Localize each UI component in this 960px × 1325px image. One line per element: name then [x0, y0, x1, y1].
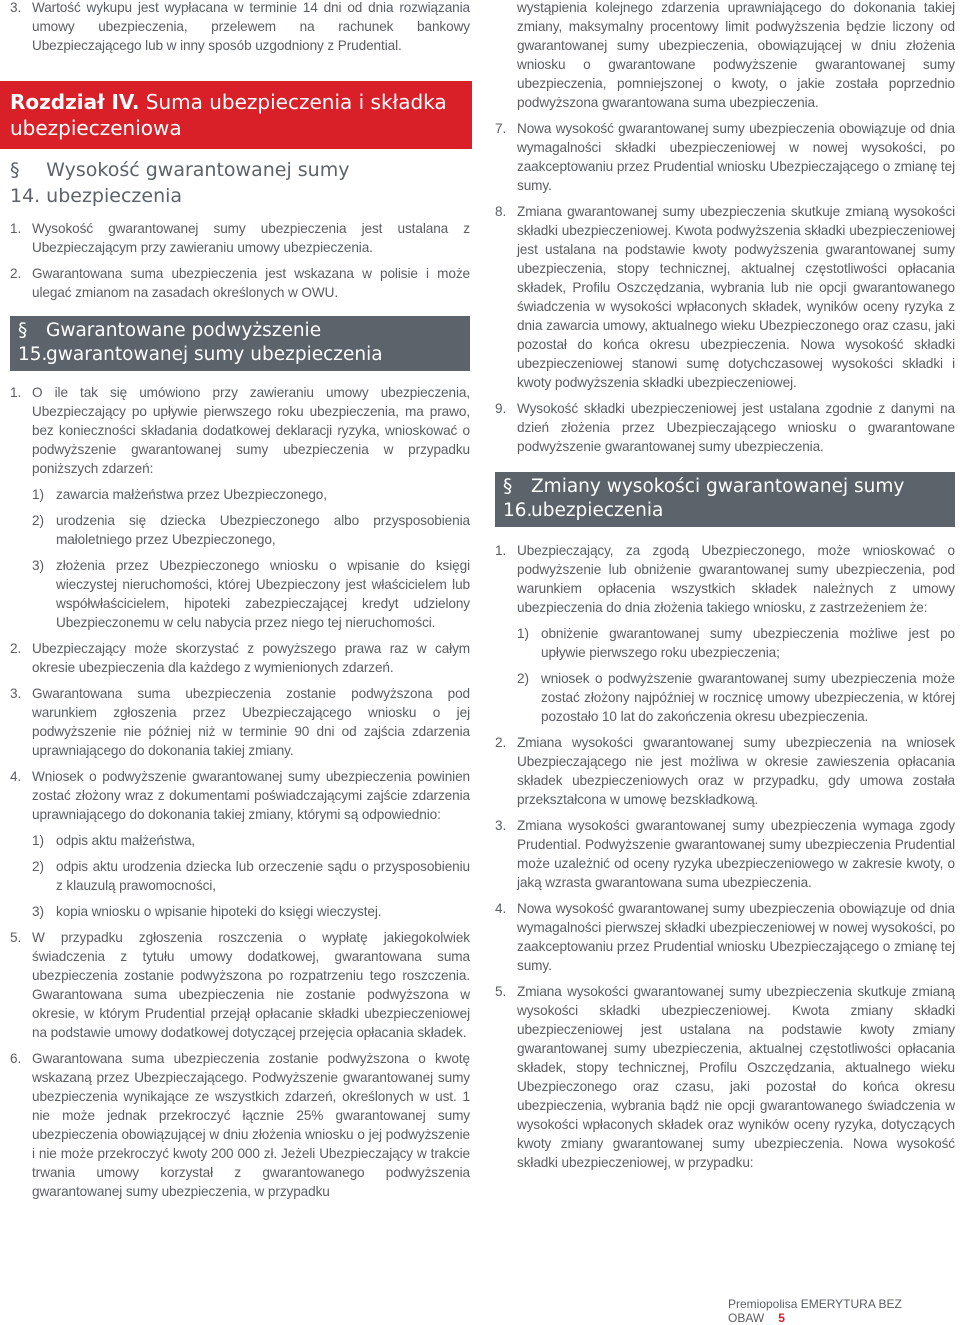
list-item: 2. Ubezpieczający może skorzystać z powyższego prawa raz w całym okresie ubezpieczenia dla każdego z wymienionych zdarzeń.	[10, 641, 470, 675]
list-item: 7. Nowa wysokość gwarantowanej sumy ubezpieczenia obowiązuje od dnia wymagalności składki ubezpieczeniowej w nowej wysokości, po zaakceptowaniu przez Prudential wniosku Ubezpieczającego o zmianę tej sumy.	[495, 121, 955, 193]
page-number: 5	[778, 1311, 785, 1325]
list-item: 9. Wysokość składki ubezpieczeniowej jest ustalana zgodnie z danymi na dzień złożenia przez Ubezpieczającego wniosku o gwarantowane podwyższenie gwarantowanej sumy ubezpieczenia.	[495, 401, 955, 454]
list-item: 5. Zmiana wysokości gwarantowanej sumy ubezpieczenia skutkuje zmianą wysokości składki ubezpieczeniowej. Kwota zmiany składki ubezpieczeniowej jest ustalana na podstawie kwoty zmiany gwarantowanej sumy ubezpieczenia, aktualnej częstotliwości opłacania składek, stopy technicznej, Profilu Oszczędzania, aktualnego wieku Ubezpieczonego oraz czasu, jaki pozostał do końca okresu ubezpieczenia, wybrania bądź nie opcji gwarantowanego świadczenia w wysokości wpłaconych składek oraz wyników oceny ryzyka, dotyczących kwoty zmiany gwarantowanej sumy ubezpieczenia. Nowa wysokość składki ubezpieczeniowej, w przypadku:	[495, 984, 955, 1170]
sub-list-item: 3) kopia wniosku o wpisanie hipoteki do księgi wieczystej.	[32, 904, 382, 919]
sub-list-item: 3) złożenia przez Ubezpieczonego wniosku o wpisanie do księgi wieczystej nieruchomości, której Ubezpieczony jest właścicielem lub współwłaścicielem, hipoteki zabezpieczającej kredyt udzielony Ubezpieczonemu w celu nabycia przez niego tej nieruchomości.	[32, 558, 470, 630]
list-item: 2. Zmiana wysokości gwarantowanej sumy ubezpieczenia na wniosek Ubezpieczającego nie jest możliwa w okresie zawieszenia opłacania składek ubezpieczeniowych oraz w przypadku, gdy umowa została przekształcona w umowę bezskładkową.	[495, 735, 955, 807]
sub-list-item: 1) odpis aktu małżeństwa,	[32, 833, 196, 848]
list-item: 1. Ubezpieczający, za zgodą Ubezpieczonego, może wnioskować o podwyższenie lub obniżenie gwarantowanej sumy ubezpieczenia, pod warunkiem opłacenia wszystkich składek należnych z umowy ubezpieczenia do dnia złożenia takiego wniosku, z zastrzeżeniem że:	[495, 543, 955, 615]
list-item: 1. O ile tak się umówiono przy zawieraniu umowy ubezpieczenia, Ubezpieczający po upływie pierwszego roku ubezpieczenia, ma prawo, bez konieczności składania dodatkowej deklaracji ryzyka, wnioskować o podwyższenie gwarantowanej sumy ubezpieczenia w przypadku poniższych zdarzeń:	[10, 385, 470, 476]
chapter-heading: Rozdział IV. Suma ubezpieczenia i składka ubezpieczeniowa	[0, 81, 472, 149]
list-item: 5. W przypadku zgłoszenia roszczenia o wypłatę jakiegokolwiek świadczenia z tytułu umowy dodatkowej, gwarantowana suma ubezpieczenia zostanie podwyższona po rozpatrzeniu tego roszczenia. Gwarantowana suma ubezpieczenia nie zostanie podwyższona w okresie, w którym Prudential przejął opłacanie składki ubezpieczeniowej na podstawie umowy dodatkowej dotyczącej przejęcia opłacania składek.	[10, 930, 470, 1040]
sub-list-item: 2) odpis aktu urodzenia dziecka lub orzeczenie sądu o przysposobieniu z klauzulą prawomocności,	[32, 859, 470, 893]
list-item: 1. Wysokość gwarantowanej sumy ubezpieczenia jest ustalana z Ubezpieczającym przy zawieraniu umowy ubezpieczenia.	[10, 221, 470, 255]
right-column	[495, 0, 955, 1179]
section-heading-15: § 15. Gwarantowane podwyższenie gwarantowanej sumy ubezpieczenia	[10, 316, 470, 371]
list-item: 8. Zmiana gwarantowanej sumy ubezpieczenia skutkuje zmianą wysokości składki ubezpieczeniowej. Kwota podwyższenia składki ubezpieczeniowej jest ustalana na podstawie kwoty podwyższenia gwarantowanej sumy ubezpieczenia, stopy technicznej, aktualnej częstotliwości opłacania składek, Profilu Oszczędzania, wybrania lub nie opcji gwarantowanego świadczenia w wysokości wpłaconych składek, wyników oceny ryzyka z dnia zawarcia umowy, aktualnego wieku Ubezpieczonego oraz czasu, jaki pozostał do końca okresu ubezpieczenia. Nowa wysokość składki ubezpieczeniowej stanowi sumę dotychczasowej wysokości składki i kwoty podwyższenia składki ubezpieczeniowej.	[495, 204, 955, 390]
sub-list-item: 2) wniosek o podwyższenie gwarantowanej sumy ubezpieczenia może zostać złożony najpóźniej w rocznicę umowy ubezpieczenia, w której pozostało 10 lat do zakończenia okresu ubezpieczenia.	[517, 671, 955, 724]
section-heading-16: § 16. Zmiany wysokości gwarantowanej sumy ubezpieczenia	[495, 472, 955, 527]
sub-list-item: 1) obniżenie gwarantowanej sumy ubezpieczenia możliwe jest po upływie pierwszego roku ubezpieczenia;	[517, 626, 955, 660]
left-column	[10, 0, 470, 1208]
continued-text: wystąpienia kolejnego zdarzenia uprawniającego do dokonania takiej zmiany, maksymalny procentowy limit podwyższenia będzie liczony od gwarantowanej sumy ubezpieczenia, obowiązującej w dniu złożenia wniosku o gwarantowane podwyższenie gwarantowanej sumy ubezpieczenia, pomniejszonej o kwoty, o jakie została poprzednio podwyższona gwarantowana suma ubezpieczenia.	[517, 0, 955, 110]
list-item: 3. Gwarantowana suma ubezpieczenia zostanie podwyższona pod warunkiem zgłoszenia przez Ubezpieczającego wniosku o jej podwyższenie nie później niż w terminie 90 dni od zajścia zdarzenia uprawniającego do dokonania takiej zmiany.	[10, 686, 470, 758]
footer-title: Premiopolisa EMERYTURA BEZ OBAW	[728, 1297, 902, 1325]
list-item: 3. Wartość wykupu jest wypłacana w terminie 14 dni od dnia rozwiązania umowy ubezpieczenia, przelewem na rachunek bankowy Ubezpieczającego lub w inny sposób uzgodniony z Prudential.	[10, 0, 470, 53]
list-item: 6. Gwarantowana suma ubezpieczenia zostanie podwyższona o kwotę wskazaną przez Ubezpieczającego. Podwyższenie gwarantowanej sumy ubezpieczenia wynikające ze wszystkich zdarzeń, określonych w ust. 1 nie może jednak przekroczyć łącznie 25% gwarantowanej sumy ubezpieczenia obowiązującej w dniu złożenia wniosku o jej podwyższenie i nie może przekroczyć kwoty 200 000 zł. Jeżeli Ubezpieczający w trakcie trwania umowy korzystał z gwarantowanego podwyższenia gwarantowanej sumy ubezpieczenia, w przypadku	[10, 1051, 470, 1199]
page-footer	[728, 1297, 960, 1325]
sub-list-item: 1) zawarcia małżeństwa przez Ubezpieczonego,	[32, 487, 327, 502]
list-item: 4. Wniosek o podwyższenie gwarantowanej sumy ubezpieczenia powinien zostać złożony wraz z dokumentami poświadczającymi zajście zdarzenia uprawniającego do dokonania takiej zmiany, którymi są odpowiednio:	[10, 769, 470, 822]
section-heading-14: § 14. Wysokość gwarantowanej sumy ubezpieczenia	[10, 159, 350, 207]
list-item: 2. Gwarantowana suma ubezpieczenia jest wskazana w polisie i może ulegać zmianom na zasadach określonych w OWU.	[10, 266, 470, 300]
list-item: 3. Zmiana wysokości gwarantowanej sumy ubezpieczenia wymaga zgody Prudential. Podwyższenie gwarantowanej sumy ubezpieczenia Prudential może uzależnić od oceny ryzyka ubezpieczeniowego w zakresie kwoty, o jaką wzrasta gwarantowana suma ubezpieczenia.	[495, 818, 955, 890]
list-item: 4. Nowa wysokość gwarantowanej sumy ubezpieczenia obowiązuje od dnia wymagalności pierwszej składki ubezpieczeniowej w nowej wysokości, po zaakceptowaniu przez Prudential wniosku Ubezpieczającego o zmianę tej sumy.	[495, 901, 955, 973]
sub-list-item: 2) urodzenia się dziecka Ubezpieczonego albo przysposobienia małoletniego przez Ubezpieczonego,	[32, 513, 470, 547]
